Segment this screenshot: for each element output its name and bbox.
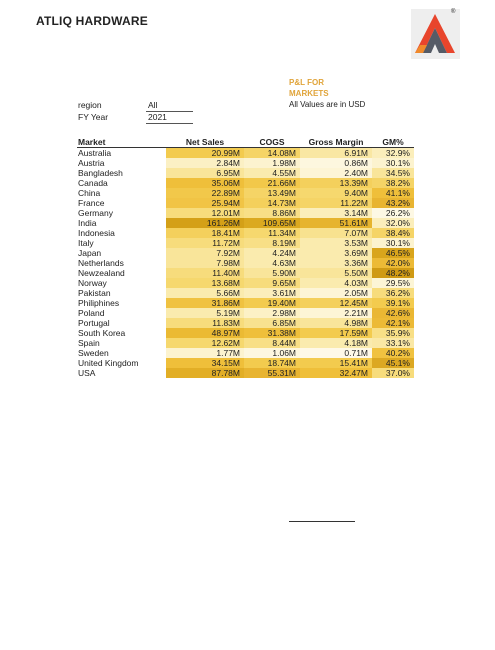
cogs-cell: 8.44M (244, 338, 300, 348)
table-row (77, 328, 414, 338)
net-sales-cell: 11.83M (166, 318, 244, 328)
report-title-line2: MARKETS (289, 89, 329, 98)
cogs-cell: 1.98M (244, 158, 300, 168)
registered-mark: ® (451, 9, 456, 15)
gm-pct-cell: 45.1% (372, 358, 414, 368)
net-sales-cell: 1.77M (166, 348, 244, 358)
gm-pct-cell: 26.2% (372, 208, 414, 218)
net-sales-cell: 7.92M (166, 248, 244, 258)
cogs-cell: 109.65M (244, 218, 300, 228)
gm-pct-cell: 38.4% (372, 228, 414, 238)
table-row (77, 308, 414, 318)
market-cell: Australia (78, 148, 112, 158)
net-sales-cell: 20.99M (166, 148, 244, 159)
signature-line (289, 521, 355, 522)
report-title-line1: P&L FOR (289, 78, 324, 87)
brand-name: ATLIQ HARDWARE (36, 14, 148, 28)
gm-pct-cell: 38.2% (372, 178, 414, 188)
table-row (77, 348, 414, 358)
market-cell: Bangladesh (78, 168, 123, 178)
gm-pct-cell: 33.1% (372, 338, 414, 348)
table-row (77, 228, 414, 238)
gross-margin-cell: 3.36M (300, 258, 372, 268)
gm-pct-cell: 39.1% (372, 298, 414, 308)
gross-margin-cell: 32.47M (300, 368, 372, 378)
market-cell: South Korea (78, 328, 126, 338)
market-cell: Japan (78, 248, 102, 258)
table-row (77, 278, 414, 288)
gross-margin-cell: 9.40M (300, 188, 372, 198)
column-header-net-sales[interactable]: Net Sales (166, 136, 244, 148)
net-sales-cell: 11.40M (166, 268, 244, 278)
net-sales-cell: 11.72M (166, 238, 244, 248)
net-sales-cell: 161.26M (166, 218, 244, 228)
net-sales-cell: 5.66M (166, 288, 244, 298)
gross-margin-cell: 2.40M (300, 168, 372, 178)
market-cell: Italy (78, 238, 94, 248)
market-cell: Indonesia (78, 228, 115, 238)
gross-margin-cell: 3.14M (300, 208, 372, 218)
gm-pct-cell: 29.5% (372, 278, 414, 288)
net-sales-cell: 2.84M (166, 158, 244, 168)
gm-pct-cell: 37.0% (372, 368, 414, 378)
gross-margin-cell: 51.61M (300, 218, 372, 228)
gross-margin-cell: 3.69M (300, 248, 372, 258)
pl-table (77, 136, 414, 378)
net-sales-cell: 48.97M (166, 328, 244, 338)
market-cell: Norway (78, 278, 107, 288)
gross-margin-cell: 17.59M (300, 328, 372, 338)
table-row (77, 318, 414, 328)
cogs-cell: 4.55M (244, 168, 300, 178)
gross-margin-cell: 7.07M (300, 228, 372, 238)
gross-margin-cell: 15.41M (300, 358, 372, 368)
table-row (77, 338, 414, 348)
cogs-cell: 13.49M (244, 188, 300, 198)
cogs-cell: 18.74M (244, 358, 300, 368)
gross-margin-cell: 0.71M (300, 348, 372, 358)
gross-margin-cell: 5.50M (300, 268, 372, 278)
cogs-cell: 1.06M (244, 348, 300, 358)
column-header-cogs[interactable]: COGS (244, 136, 300, 148)
table-row (77, 248, 414, 258)
cogs-cell: 14.08M (244, 148, 300, 159)
market-cell: Spain (78, 338, 100, 348)
market-cell: Austria (78, 158, 105, 168)
gm-pct-cell: 30.1% (372, 158, 414, 168)
cogs-cell: 8.19M (244, 238, 300, 248)
cogs-cell: 9.65M (244, 278, 300, 288)
gross-margin-cell: 4.98M (300, 318, 372, 328)
gross-margin-cell: 2.21M (300, 308, 372, 318)
net-sales-cell: 34.15M (166, 358, 244, 368)
net-sales-cell: 25.94M (166, 198, 244, 208)
gm-pct-cell: 46.5% (372, 248, 414, 258)
gross-margin-cell: 2.05M (300, 288, 372, 298)
report-title (289, 77, 329, 99)
net-sales-cell: 31.86M (166, 298, 244, 308)
table-row (77, 268, 414, 278)
gm-pct-cell: 43.2% (372, 198, 414, 208)
filter-label: FY Year (78, 112, 109, 122)
cogs-cell: 19.40M (244, 298, 300, 308)
gross-margin-cell: 6.91M (300, 148, 372, 159)
market-cell: China (78, 188, 101, 198)
gross-margin-cell: 3.53M (300, 238, 372, 248)
gross-margin-cell: 4.03M (300, 278, 372, 288)
gross-margin-cell: 0.86M (300, 158, 372, 168)
cogs-cell: 31.38M (244, 328, 300, 338)
cogs-cell: 4.63M (244, 258, 300, 268)
table-row (77, 158, 414, 168)
market-cell: Netherlands (78, 258, 124, 268)
cogs-cell: 11.34M (244, 228, 300, 238)
net-sales-cell: 6.95M (166, 168, 244, 178)
cogs-cell: 21.66M (244, 178, 300, 188)
market-cell: Sweden (78, 348, 109, 358)
gm-pct-cell: 40.2% (372, 348, 414, 358)
net-sales-cell: 12.62M (166, 338, 244, 348)
cogs-cell: 8.86M (244, 208, 300, 218)
filter-value[interactable]: 2021 (148, 112, 167, 122)
gm-pct-cell: 35.9% (372, 328, 414, 338)
net-sales-cell: 18.41M (166, 228, 244, 238)
table-body (77, 148, 414, 379)
cogs-cell: 4.24M (244, 248, 300, 258)
cogs-cell: 5.90M (244, 268, 300, 278)
gross-margin-cell: 11.22M (300, 198, 372, 208)
gm-pct-cell: 42.0% (372, 258, 414, 268)
cogs-cell: 14.73M (244, 198, 300, 208)
units-note: All Values are in USD (289, 100, 366, 109)
market-cell: France (78, 198, 105, 208)
atliq-logo (411, 9, 460, 59)
net-sales-cell: 87.78M (166, 368, 244, 378)
cogs-cell: 55.31M (244, 368, 300, 378)
filter-divider (146, 123, 193, 124)
column-header-market[interactable]: Market (77, 136, 166, 148)
filter-label: region (78, 100, 102, 110)
table-row (77, 368, 414, 378)
gm-pct-cell: 34.5% (372, 168, 414, 178)
table-header-row (77, 136, 414, 148)
net-sales-cell: 22.89M (166, 188, 244, 198)
table-row (77, 288, 414, 298)
table-row (77, 208, 414, 218)
filter-value[interactable]: All (148, 100, 158, 110)
gm-pct-cell: 42.1% (372, 318, 414, 328)
net-sales-cell: 13.68M (166, 278, 244, 288)
gm-pct-cell: 48.2% (372, 268, 414, 278)
gm-pct-cell: 36.2% (372, 288, 414, 298)
table-row (77, 188, 414, 198)
market-cell: Canada (78, 178, 108, 188)
table-row (77, 218, 414, 228)
table-row (77, 258, 414, 268)
table-row (77, 358, 414, 368)
table-row (77, 198, 414, 208)
market-cell: Poland (78, 308, 105, 318)
market-cell: USA (78, 368, 96, 378)
filter-panel (78, 100, 193, 124)
net-sales-cell: 35.06M (166, 178, 244, 188)
market-cell: United Kingdom (78, 358, 139, 368)
gm-pct-cell: 41.1% (372, 188, 414, 198)
logo-mark-icon (411, 9, 460, 59)
net-sales-cell: 7.98M (166, 258, 244, 268)
column-header-gm-pct[interactable]: GM% (372, 136, 414, 148)
gross-margin-cell: 13.39M (300, 178, 372, 188)
market-cell: Newzealand (78, 268, 125, 278)
gm-pct-cell: 30.1% (372, 238, 414, 248)
cogs-cell: 3.61M (244, 288, 300, 298)
market-cell: Portugal (78, 318, 110, 328)
gm-pct-cell: 32.9% (372, 148, 414, 159)
cogs-cell: 2.98M (244, 308, 300, 318)
column-header-gross-margin[interactable]: Gross Margin (300, 136, 372, 148)
net-sales-cell: 5.19M (166, 308, 244, 318)
table-row (77, 148, 414, 159)
gm-pct-cell: 42.6% (372, 308, 414, 318)
cogs-cell: 6.85M (244, 318, 300, 328)
market-cell: Germany (78, 208, 113, 218)
market-cell: Pakistan (78, 288, 111, 298)
table-row (77, 178, 414, 188)
market-cell: Philiphines (78, 298, 120, 308)
gross-margin-cell: 12.45M (300, 298, 372, 308)
market-cell: India (78, 218, 97, 228)
gross-margin-cell: 4.18M (300, 338, 372, 348)
net-sales-cell: 12.01M (166, 208, 244, 218)
gm-pct-cell: 32.0% (372, 218, 414, 228)
table-row (77, 298, 414, 308)
table-row (77, 238, 414, 248)
table-row (77, 168, 414, 178)
